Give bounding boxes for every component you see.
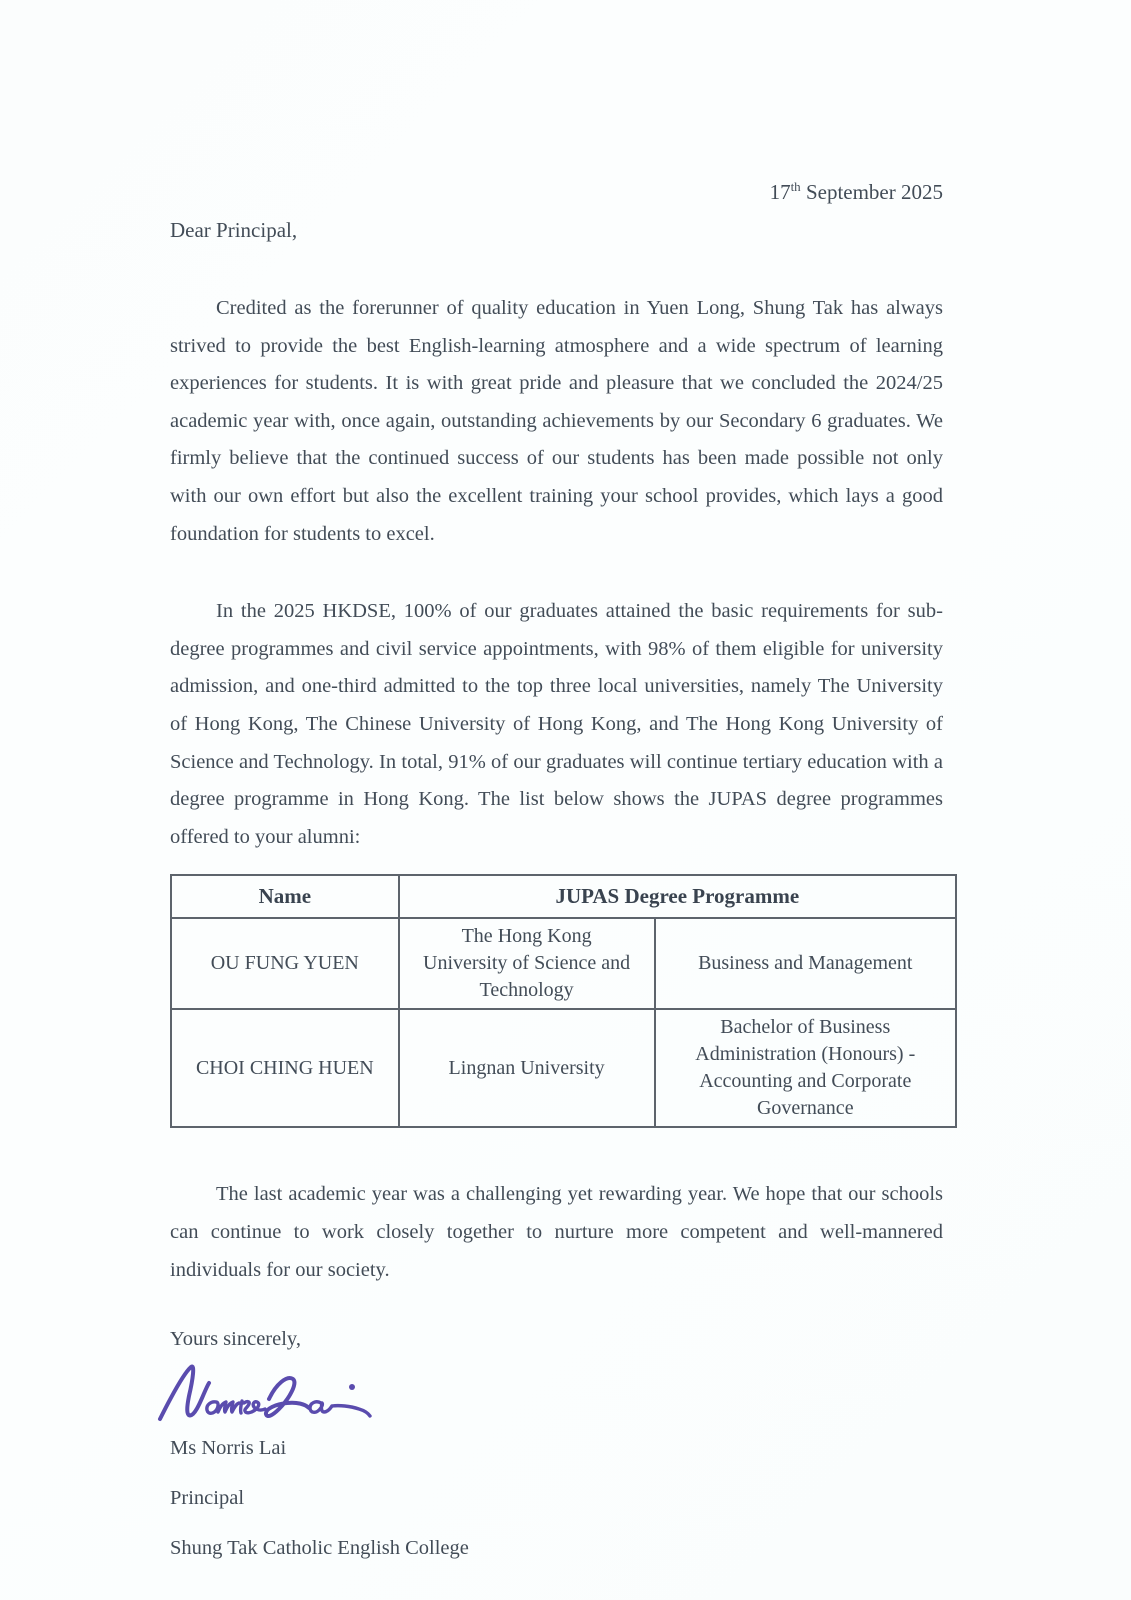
table-row — [171, 918, 956, 1009]
body-paragraph-2: In the 2025 HKDSE, 100% of our graduates attained the basic requirements for sub-degree programmes and civil service appointments, with 98% of them eligible for university admission, and one-third admitted to the top three local universities, namely The University of Hong Kong, The Chinese University of Hong Kong, and The Hong Kong University of Science and Technology. In total, 91% of our graduates will continue tertiary education with a degree programme in Hong Kong. The list below shows the JUPAS degree programmes offered to your alumni: — [170, 600, 943, 848]
cell-institution: The Hong Kong University of Science and Technology — [399, 918, 655, 1009]
cell-student-name: OU FUNG YUEN — [171, 918, 399, 1009]
body-paragraph-3: The last academic year was a challenging yet rewarding year. We hope that our schools can continue to work closely together to nurture more competent and well-mannered individuals for our society. — [170, 1183, 943, 1281]
body-paragraph-1: Credited as the forerunner of quality education in Yuen Long, Shung Tak has always strived to provide the best English-learning atmosphere and a wide spectrum of learning experiences for students. It is with great pride and pleasure that we concluded the 2024/25 academic year with, once again, outstanding achievements by our Secondary 6 graduates. We firmly believe that the continued success of our students has been made possible not only with our own effort but also the excellent training your school provides, which lays a good foundation for students to excel. — [170, 297, 943, 545]
letter-body — [170, 0, 943, 1573]
valediction: Yours sincerely, — [170, 1328, 301, 1351]
date-rest: September 2025 — [800, 180, 943, 204]
signature-ink-strokes — [156, 1357, 380, 1431]
table-header-name: Name — [171, 875, 399, 918]
signer-title: Principal — [170, 1487, 245, 1510]
cell-student-name: CHOI CHING HUEN — [171, 1009, 399, 1127]
date-ordinal-suffix: th — [790, 179, 801, 194]
cell-institution: Lingnan University — [399, 1009, 655, 1127]
table-header-row — [171, 875, 956, 918]
signature-block — [170, 1423, 943, 1573]
salutation: Dear Principal, — [170, 218, 298, 242]
cell-programme: Business and Management — [655, 918, 956, 1009]
results-table — [170, 874, 957, 1128]
handwritten-signature — [156, 1357, 943, 1431]
date-day: 17 — [769, 180, 791, 204]
signer-organization: Shung Tak Catholic English College — [170, 1537, 469, 1560]
signer-name: Ms Norris Lai — [170, 1437, 287, 1460]
table-row — [171, 1009, 956, 1127]
cell-programme: Bachelor of Business Administration (Honours) - Accounting and Corporate Governance — [655, 1009, 956, 1127]
letter-date — [170, 178, 943, 206]
table-header-programme: JUPAS Degree Programme — [399, 875, 956, 918]
